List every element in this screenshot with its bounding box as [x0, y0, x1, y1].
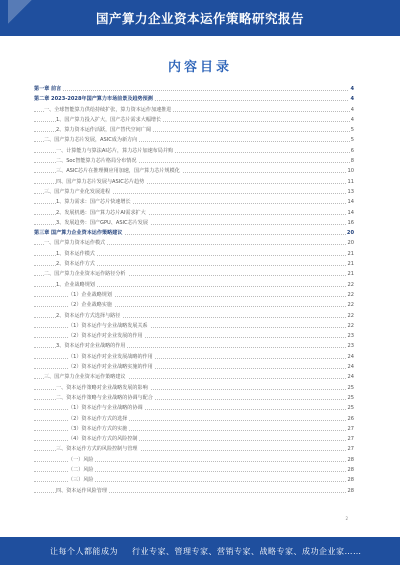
- toc-entry-page: 22: [347, 311, 354, 321]
- footer-bar: [0, 537, 400, 565]
- report-title: 国产算力企业资本运作策略研究报告: [95, 11, 304, 26]
- toc-entry[interactable]: [34, 444, 354, 454]
- toc-entry-page: 21: [347, 269, 354, 279]
- toc-entry[interactable]: [34, 135, 354, 145]
- toc-entry-label: 一、国产算力资本运作模式: [44, 238, 107, 248]
- toc-entry[interactable]: [34, 259, 354, 269]
- toc-entry-page: 22: [347, 290, 354, 300]
- toc-entry-label: 3、发展趋势：国产GPU、ASIC芯片发展: [56, 218, 150, 228]
- toc-entry[interactable]: [34, 393, 354, 403]
- toc-entry-label: （2）企业战略实施: [68, 300, 114, 310]
- toc-entry[interactable]: [34, 341, 354, 351]
- toc-entry-page: 4: [350, 105, 354, 115]
- toc-entry-page: 26: [347, 414, 354, 424]
- toc-entry-label: 3、资本运作对企业战略的作用: [56, 341, 127, 351]
- toc-entry-label: 三、资本运作方式的风险控制与管理: [56, 444, 140, 454]
- toc-entry-page: 21: [347, 249, 354, 259]
- toc-entry-page: 23: [347, 331, 354, 341]
- toc-entry[interactable]: [34, 424, 354, 434]
- toc-entry[interactable]: [34, 352, 354, 362]
- toc-entry-label: 一、计算能力与算法AI芯片，算力芯片加速布局并购: [56, 146, 175, 156]
- toc-entry-page: 24: [347, 372, 354, 382]
- toc-entry[interactable]: [34, 475, 354, 485]
- toc-entry[interactable]: [34, 115, 354, 125]
- toc-entry-page: 20: [347, 238, 354, 248]
- toc-entry-label: （1）企业战略规划: [68, 290, 114, 300]
- toc-entry-label: 第二章 2023-2028年国产算力市场前景及趋势预测: [34, 94, 155, 104]
- toc-entry[interactable]: [34, 434, 354, 444]
- toc-entry-label: 1、企业战略规划: [56, 280, 97, 290]
- toc-entry[interactable]: [34, 300, 354, 310]
- toc-entry-page: 10: [347, 166, 354, 176]
- toc-entry-label: 1、算力需求：国产芯片快速增长: [56, 197, 133, 207]
- toc-entry[interactable]: [34, 146, 354, 156]
- toc-entry-label: （2）资本运作对企业发展的作用: [68, 331, 145, 341]
- toc-entry-page: 13: [347, 187, 354, 197]
- toc-entry-label: 2、发展机遇：国产算力芯片AI需求扩大: [56, 208, 148, 218]
- toc-entry-page: 27: [347, 434, 354, 444]
- toc-entry-page: 28: [347, 475, 354, 485]
- toc-entry-page: 21: [347, 259, 354, 269]
- toc-entry-page: 27: [347, 424, 354, 434]
- page-number: 2: [345, 516, 348, 521]
- toc-entry-page: 25: [347, 393, 354, 403]
- toc-entry-label: （1）资本运作对企业发展战略的作用: [68, 352, 155, 362]
- toc-entry[interactable]: [34, 238, 354, 248]
- toc-entry-label: 三、ASIC芯片在推理侧应用加速，国产算力芯片规模化: [56, 166, 182, 176]
- toc-entry[interactable]: [34, 94, 354, 104]
- toc-entry-label: （3）资本运作方式的实施: [68, 424, 129, 434]
- toc-entry-page: 22: [347, 300, 354, 310]
- toc-entry-page: 4: [350, 115, 354, 125]
- toc-entry-label: 一、资本运作策略对企业战略发展的影响: [56, 383, 150, 393]
- header-bar: [0, 0, 400, 36]
- toc-entry-label: 1、资本运作模式: [56, 249, 97, 259]
- toc-entry-label: （1）资本运作与企业战略的协调: [68, 403, 145, 413]
- toc-entry-label: 二、国产算力企业资本运作路径分析: [44, 269, 128, 279]
- toc-entry-page: 23: [347, 341, 354, 351]
- toc-entry[interactable]: [34, 414, 354, 424]
- toc-entry-label: （一）风险: [68, 455, 95, 465]
- toc-entry-page: 5: [350, 135, 354, 145]
- toc-entry-label: 一、全球智能算力供给持续扩张，算力资本运作加速推进: [44, 105, 173, 115]
- toc-entry-label: 第一章 前言: [34, 84, 63, 94]
- toc-entry[interactable]: [34, 403, 354, 413]
- toc-entry[interactable]: [34, 218, 354, 228]
- toc-entry-page: 14: [347, 197, 354, 207]
- toc-entry-page: 16: [347, 218, 354, 228]
- toc-entry-label: （2）资本运作方式的选择: [68, 414, 129, 424]
- toc-entry-page: 4: [349, 94, 354, 104]
- toc-entry-label: 三、国产算力产业化发展进程: [44, 187, 112, 197]
- toc-entry-label: （1）资本运作与企业战略发展关系: [68, 321, 150, 331]
- toc-entry[interactable]: [34, 455, 354, 465]
- toc-entry-label: （2）资本运作对企业战略实施的作用: [68, 362, 155, 372]
- toc-entry[interactable]: [34, 156, 354, 166]
- toc-entry-label: （三）风险: [68, 475, 95, 485]
- toc-entry[interactable]: [34, 290, 354, 300]
- toc-entry[interactable]: [34, 228, 354, 238]
- toc-entry[interactable]: [34, 166, 354, 176]
- footer-slogan-left: 让每个人都能成为: [50, 547, 118, 556]
- toc-entry[interactable]: [34, 331, 354, 341]
- toc-entry-page: 22: [347, 280, 354, 290]
- toc-entry-page: 25: [347, 383, 354, 393]
- toc-entry[interactable]: [34, 321, 354, 331]
- toc-entry-page: 24: [347, 362, 354, 372]
- toc-entry-label: 二、Soc智能算力芯片格局分布情况: [56, 156, 138, 166]
- toc-entry[interactable]: [34, 125, 354, 135]
- toc-entry-page: 27: [347, 444, 354, 454]
- toc-entry[interactable]: [34, 280, 354, 290]
- toc-entry[interactable]: [34, 177, 354, 187]
- toc-entry[interactable]: [34, 486, 354, 496]
- toc-entry-label: 四、资本运作风险管理: [56, 486, 109, 496]
- toc-entry-page: 14: [347, 208, 354, 218]
- toc-entry-label: （二）风险: [68, 465, 95, 475]
- toc-entry-page: 22: [347, 321, 354, 331]
- toc-entry[interactable]: [34, 249, 354, 259]
- table-of-contents: [34, 84, 354, 496]
- toc-entry[interactable]: [34, 362, 354, 372]
- toc-entry-label: （4）资本运作方式的风险控制: [68, 434, 139, 444]
- toc-entry-page: 6: [350, 146, 354, 156]
- toc-entry[interactable]: [34, 372, 354, 382]
- toc-entry-label: 2、资本运作方式选择与路径: [56, 311, 122, 321]
- toc-title: 内容目录: [167, 60, 232, 75]
- toc-entry[interactable]: [34, 197, 354, 207]
- toc-entry-page: 20: [346, 228, 354, 238]
- toc-entry[interactable]: [34, 465, 354, 475]
- toc-entry-label: 第三章 国产算力企业资本运作策略建议: [34, 228, 124, 238]
- toc-entry-page: 28: [347, 486, 354, 496]
- footer-slogan-right: 行业专家、管理专家、营销专家、战略专家、成功企业家……: [132, 547, 362, 556]
- toc-entry-label: 二、资本运作策略与企业战略的协调与配合: [56, 393, 155, 403]
- toc-entry-page: 24: [347, 352, 354, 362]
- toc-leader-dots: [34, 90, 354, 91]
- toc-entry-page: 25: [347, 403, 354, 413]
- toc-entry-label: 1、国产算力投入扩大，国产芯片需求大幅增长: [56, 115, 163, 125]
- toc-entry-page: 8: [350, 156, 354, 166]
- toc-entry-page: 11: [347, 177, 354, 187]
- toc-entry[interactable]: [34, 383, 354, 393]
- toc-entry-label: 2、资本运作方式: [56, 259, 97, 269]
- toc-entry[interactable]: [34, 208, 354, 218]
- toc-entry-label: 2、算力资本运作活跃，国产替代空间广阔: [56, 125, 153, 135]
- toc-entry[interactable]: [34, 187, 354, 197]
- toc-entry-label: 二、国产算力芯片发展，ASIC成为新方向: [44, 135, 139, 145]
- toc-entry-page: 28: [347, 465, 354, 475]
- toc-entry-page: 5: [350, 125, 354, 135]
- toc-entry-label: 四、国产算力芯片发展与ASIC芯片趋势: [56, 177, 146, 187]
- toc-entry[interactable]: [34, 84, 354, 94]
- toc-entry-label: 三、国产算力企业资本运作策略建议: [44, 372, 128, 382]
- toc-entry-page: 28: [347, 455, 354, 465]
- toc-entry[interactable]: [34, 105, 354, 115]
- toc-entry-page: 4: [349, 84, 354, 94]
- toc-entry[interactable]: [34, 269, 354, 279]
- toc-entry[interactable]: [34, 311, 354, 321]
